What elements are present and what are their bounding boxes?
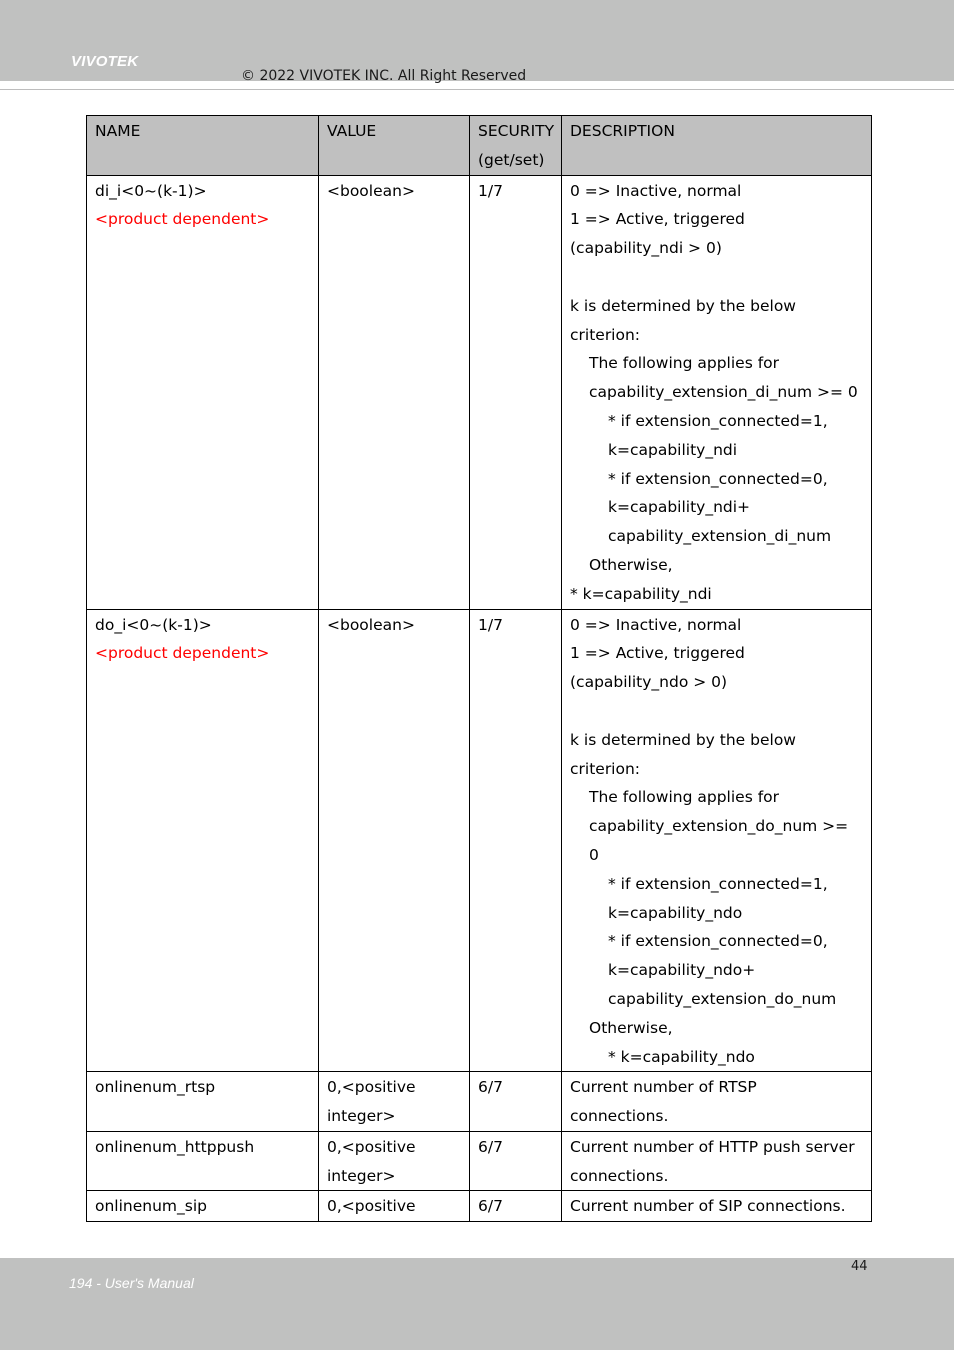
product-dependent-note: <product dependent> <box>95 210 270 229</box>
copyright-text: © 2022 VIVOTEK INC. All Right Reserved <box>241 68 527 84</box>
table-row <box>87 175 872 609</box>
param-name-cell <box>87 1072 319 1132</box>
param-name-cell <box>87 175 319 609</box>
header-divider <box>0 89 954 90</box>
param-value-cell: 0,<positive <box>319 1191 470 1222</box>
param-value-cell: <boolean> <box>319 609 470 1072</box>
param-security-cell: 1/7 <box>470 175 562 609</box>
param-name-cell <box>87 1191 319 1222</box>
col-header-name: NAME <box>87 116 319 176</box>
param-security-cell: 1/7 <box>470 609 562 1072</box>
param-security-cell: 6/7 <box>470 1131 562 1191</box>
table-row <box>87 1072 872 1132</box>
brand-logo: VIVOTEK <box>71 53 139 70</box>
param-description-cell: Current number of HTTP push server connections. <box>562 1131 872 1191</box>
param-name-cell <box>87 1131 319 1191</box>
table-row <box>87 609 872 1072</box>
table-row <box>87 1131 872 1191</box>
param-security-cell: 6/7 <box>470 1072 562 1132</box>
param-description-cell: 0 => Inactive, normal 1 => Active, triggered (capability_ndo > 0) k is determined by the below criterion: The following applies for capability_extension_do_num >= 0 * if extension_connected=1, k=capability_ndo * if extension_connected=0, k=capability_ndo+ capability_extension_do_num Otherwise, * k=capability_ndo <box>562 609 872 1072</box>
param-value-cell: 0,<positive integer> <box>319 1131 470 1191</box>
col-header-description: DESCRIPTION <box>562 116 872 176</box>
param-name: do_i<0~(k-1)> <box>95 615 212 634</box>
param-name-cell <box>87 609 319 1072</box>
page-number: 44 <box>851 1259 868 1274</box>
manual-page-label: 194 - User's Manual <box>69 1275 194 1291</box>
param-security-cell: 6/7 <box>470 1191 562 1222</box>
product-dependent-note: <product dependent> <box>95 644 270 663</box>
page-footer <box>0 1258 954 1350</box>
param-description-cell: Current number of SIP connections. <box>562 1191 872 1222</box>
col-header-security: SECURITY (get/set) <box>470 116 562 176</box>
col-header-value: VALUE <box>319 116 470 176</box>
param-value-cell: <boolean> <box>319 175 470 609</box>
param-value-cell: 0,<positive integer> <box>319 1072 470 1132</box>
table-header-row <box>87 116 872 176</box>
param-description-cell: 0 => Inactive, normal 1 => Active, triggered (capability_ndi > 0) k is determined by the below criterion: The following applies for capability_extension_di_num >= 0 * if extension_connected=1, k=capability_ndi * if extension_connected=0, k=capability_ndi+ capability_extension_di_num Otherwise, * k=capability_ndi <box>562 175 872 609</box>
param-name: di_i<0~(k-1)> <box>95 181 207 200</box>
param-name: onlinenum_httppush <box>95 1137 255 1156</box>
table-row <box>87 1191 872 1222</box>
param-name: onlinenum_sip <box>95 1197 207 1216</box>
param-name: onlinenum_rtsp <box>95 1078 216 1097</box>
parameter-table <box>86 115 872 1222</box>
param-description-cell: Current number of RTSP connections. <box>562 1072 872 1132</box>
